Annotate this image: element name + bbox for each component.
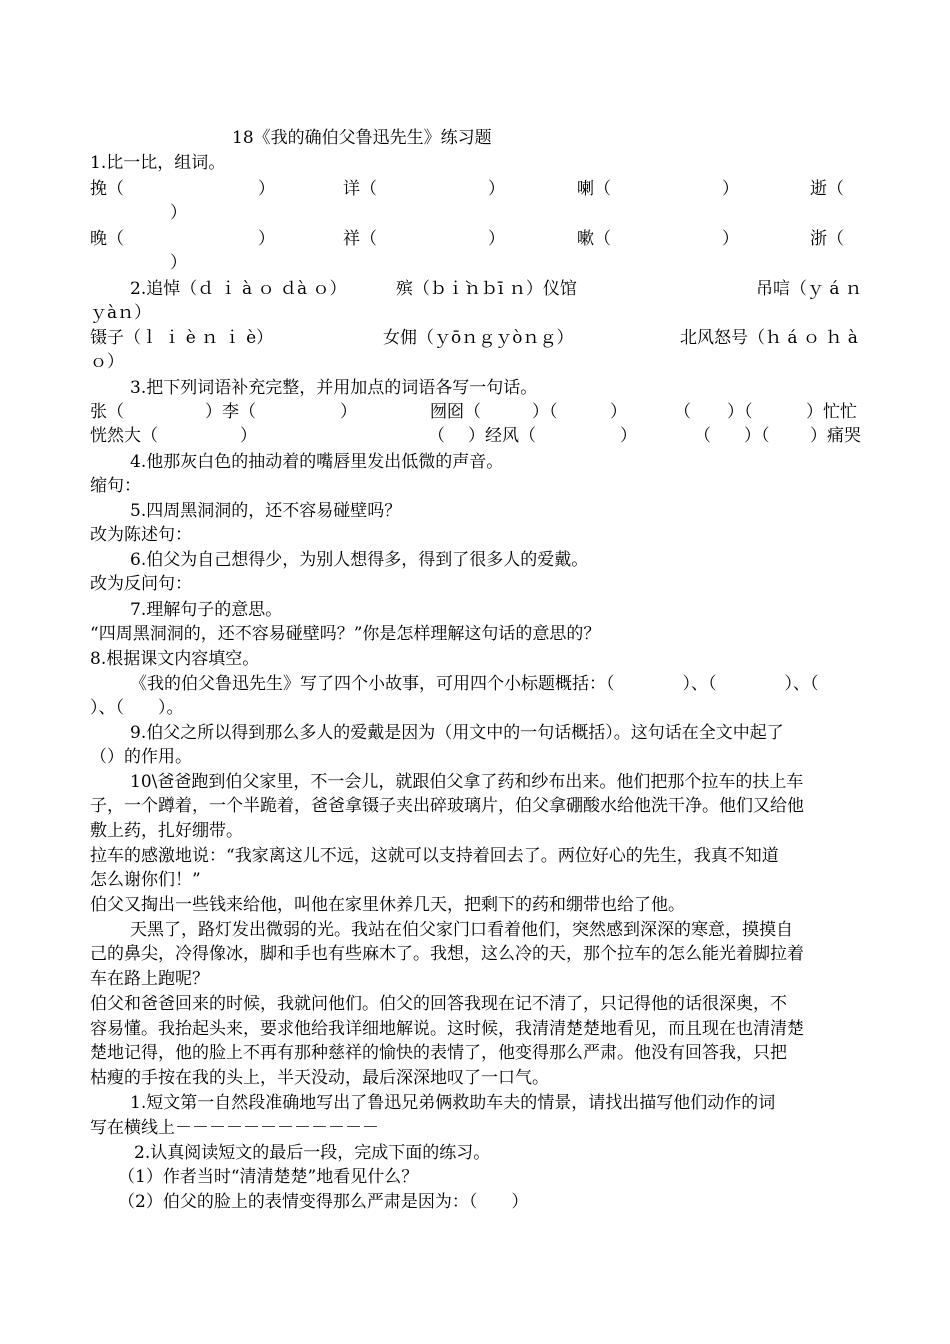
q3-r1-9: ）忙忙 [806, 402, 857, 422]
q3-r1-2: ）李（ [205, 402, 256, 422]
q8-line-1: 《我的伯父鲁迅先生》写了四个小故事，可用四个小标题概括：（ ）、（ ）、（ [130, 674, 819, 694]
q7-heading: 7.理解句子的意思。 [130, 600, 283, 620]
q3-r2-7: ）（ [744, 426, 770, 446]
q3-r2-1: 恍然大（ [90, 426, 158, 446]
q3-r2-5: ） [620, 426, 637, 446]
passage-p1-c: 敷上药，扎好绷带。 [90, 821, 243, 841]
q3-r2-6: （ [694, 426, 711, 446]
q1-r1-c1: 挽（ [90, 179, 124, 199]
passage-p3: 伯父又掏出一些钱来给他，叫他在家里休养几天，把剩下的药和绷带也给了他。 [90, 895, 685, 915]
q1-r1-c4-close: ） [170, 203, 187, 223]
q6-heading: 6.伯父为自己想得少，为别人想得多，得到了很多人的爱戴。 [130, 550, 589, 570]
q3-r1-4: 囫囵（ [430, 402, 481, 422]
q6-label: 改为反问句： [90, 574, 192, 594]
passage-p4-c: 车在路上跑呢？ [90, 969, 209, 989]
passage-p5-c: 楚地记得，他的脸上不再有那种慈祥的愉快的表情了，他变得那么严肃。他没有回答我，只把 [90, 1043, 787, 1063]
q3-r1-6: ） [610, 402, 627, 422]
subq-1-b: 写在横线上－－－－－－－－－－－－ [90, 1118, 379, 1138]
q1-r1-c2-close: ） [488, 179, 505, 199]
passage-p5-b: 容易懂。我抬起头来，要求他给我详细地解说。这时候，我清清楚楚地看见，而且现在也清清楚 [90, 1019, 804, 1039]
passage-p1-a: 10\爸爸跑到伯父家里，不一会儿，就跟伯父拿了药和纱布出来。他们把那个拉车的扶上车 [130, 772, 804, 792]
q3-r2-4: ）经风（ [468, 426, 536, 446]
q1-r2-c3-close: ） [722, 229, 739, 249]
passage-p5-a: 伯父和爸爸回来的时候，我就问他们。伯父的回答我现在记不清了，只记得他的话很深奥，不 [90, 994, 787, 1014]
q1-r2-c4-close: ） [170, 253, 187, 273]
q3-heading: 3.把下列词语补充完整，并用加点的词语各写一句话。 [130, 378, 538, 398]
q7-text: “四周黑洞洞的，还不容易碰壁吗？”你是怎样理解这句话的意思的？ [90, 624, 601, 644]
passage-p4-b: 己的鼻尖，冷得像冰，脚和手也有些麻木了。我想，这么冷的天，那个拉车的怎么能光着脚拉着 [90, 944, 804, 964]
q3-r1-1: 张（ [90, 402, 124, 422]
q1-r2-c1: 晚（ [90, 229, 124, 249]
q1-r2-c2: 祥（ [343, 229, 377, 249]
q2-item-3: 吊唁（ｙ á ｎ [756, 279, 862, 299]
q1-r1-c1-close: ） [258, 179, 275, 199]
q1-r1-c4: 逝（ [810, 179, 844, 199]
q4-label: 缩句： [90, 476, 141, 496]
q3-r2-2: ） [240, 426, 257, 446]
q2-item-2: 殡（ｂｉ̀ｎｂī ｎ）仪馆 [396, 279, 577, 299]
subq-2-1: （1）作者当时“清清楚楚”地看见什么？ [118, 1167, 419, 1187]
q1-r2-c3: 嗽（ [577, 229, 611, 249]
q5-label: 改为陈述句： [90, 525, 192, 545]
passage-p2-b: 怎么谢你们！” [90, 870, 201, 890]
q2-item-6-cont: ｏ） [90, 352, 124, 372]
page-title: 18《我的确伯父鲁迅先生》练习题 [232, 128, 492, 148]
q1-r2-c4: 浙（ [810, 229, 844, 249]
q1-r2-c2-close: ） [488, 229, 505, 249]
q2-item-5: 女佣（ｙōｎｇｙòｎｇ） [383, 328, 574, 348]
passage-p5-d: 枯瘦的手按在我的头上，半天没动，最后深深地叹了一口气。 [90, 1068, 549, 1088]
passage-p4-a: 天黑了，路灯发出微弱的光。我站在伯父家门口看着他们，突然感到深深的寒意，摸摸自 [130, 920, 793, 940]
q2-item-1: 2.追悼（ｄ ｉ à ｏ ｄà ｏ） [130, 279, 347, 299]
q9-line-2: （）的作用。 [90, 747, 192, 767]
q8-line-2: ）、（ ）。 [90, 698, 184, 718]
q3-r1-8: ）（ [727, 402, 753, 422]
q1-r1-c3-close: ） [722, 179, 739, 199]
q3-r1-3: ） [340, 402, 357, 422]
passage-p1-b: 子，一个蹲着，一个半跪着，爸爸拿镊子夹出碎玻璃片，伯父拿硼酸水给他洗干净。他们又给他 [90, 796, 804, 816]
q1-heading: 1.比一比，组词。 [90, 153, 226, 173]
q2-item-6: 北风怒号（ｈ á ｏ ｈ à [680, 328, 858, 348]
q3-r1-7: （ [674, 402, 691, 422]
q2-item-3-cont: ｙàｎ） [90, 303, 152, 323]
q5-heading: 5.四周黑洞洞的，还不容易碰壁吗？ [130, 501, 402, 521]
q3-r2-8: ）痛哭 [810, 426, 861, 446]
q1-r2-c1-close: ） [258, 229, 275, 249]
q1-r1-c2: 详（ [343, 179, 377, 199]
q8-heading: 8.根据课文内容填空。 [90, 649, 260, 669]
q4-heading: 4.他那灰白色的抽动着的嘴唇里发出低微的声音。 [130, 452, 504, 472]
q2-item-4: 镊子（ｌ ｉ è ｎ ｉ è） [90, 328, 274, 348]
q3-r2-3: （ [428, 426, 445, 446]
q3-r1-5: ）（ [532, 402, 558, 422]
subq-2: 2.认真阅读短文的最后一段，完成下面的练习。 [134, 1143, 491, 1163]
q9-line-1: 9.伯父之所以得到那么多人的爱戴是因为（用文中的一句话概括）。这句话在全文中起了 [130, 723, 784, 743]
subq-1-a: 1.短文第一自然段准确地写出了鲁迅兄弟俩救助车夫的情景，请找出描写他们动作的词 [130, 1093, 776, 1113]
passage-p2-a: 拉车的感激地说：“我家离这儿不远，这就可以支持着回去了。两位好心的先生，我真不知道 [90, 846, 779, 866]
subq-2-2: （2）伯父的脸上的表情变得那么严肃是因为：（ ） [118, 1192, 529, 1212]
q1-r1-c3: 喇（ [577, 179, 611, 199]
